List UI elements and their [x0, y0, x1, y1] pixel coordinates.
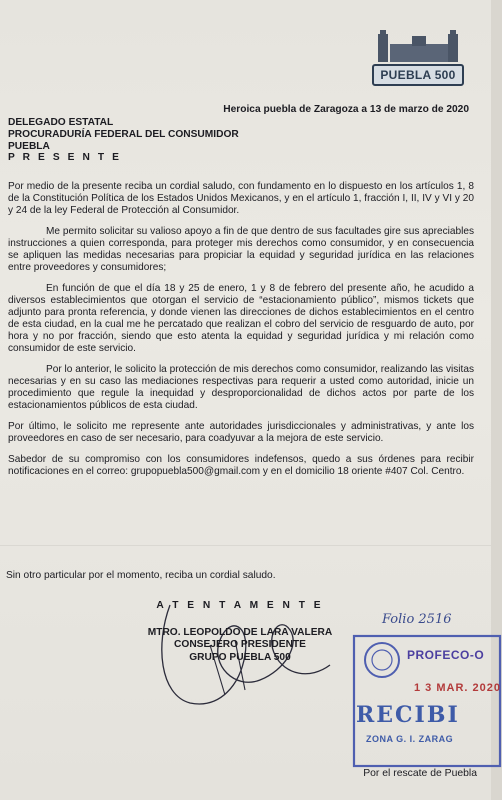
addressee-line-3: PUEBLA [8, 140, 50, 152]
signer-name: MTRO. LEOPOLDO DE LARA VALERA [147, 626, 333, 638]
received-stamp [352, 612, 502, 772]
addressee-block [8, 117, 239, 164]
stamp-date: 1 3 MAR. 2020 [414, 682, 501, 694]
signature-block [100, 600, 380, 664]
stamp-received: RECIBI [356, 702, 460, 728]
paragraph: Sabedor de su compromiso con los consumidores indefensos, quedo a sus órdenes para recibir notificaciones en el correo: grupopuebla500@gmail.com y en el domicilio 18 oriente #407 Col. Centro. [8, 454, 474, 477]
paragraph: Por medio de la presente reciba un cordial saludo, con fundamento en lo dispuesto en los artículos 1, 8 de la Constitución Política de los Estados Unidos Mexicanos, y en el artículo 1, fracción I, II, IV y VI y 20 y 24 de la ley Federal de Protección al Consumidor. [8, 181, 474, 216]
paragraph: En función de que el día 18 y 25 de enero, 1 y 8 de febrero del presente año, he acudido a diversos establecimientos que otorgan el servicio de “estacionamiento público”, mismos tickets que adjunto para pronta referencia, y donde vienen las direcciones de dichos establecimientos en el centro de esta ciudad, en la cual me he percatado que realizan el cobro del servicio de resguardo de auto, por hora y no por fracción, siendo que esto atenta la equidad y seguridad jurídica y mi relación como consumidor de este servicio. [8, 283, 474, 354]
signer-group: GRUPO PUEBLA 500 [189, 651, 291, 663]
footer-slogan: Por el rescate de Puebla [363, 768, 477, 779]
paragraph: Por último, le solicito me represente ante autoridades jurisdiccionales y administrativas, y ante los proveedores en caso de ser necesario, para coadyuvar a la mejora de este servicio. [8, 421, 474, 444]
letter-body [8, 181, 474, 487]
logo-text: PUEBLA 500 [372, 64, 464, 86]
addressee-line-4: P R E S E N T E [8, 152, 122, 164]
stamp-zone: ZONA G. I. ZARAG [366, 734, 454, 744]
atentamente: A T E N T A M E N T E [156, 600, 324, 611]
addressee-line-2: PROCURADURÍA FEDERAL DEL CONSUMIDOR [8, 128, 239, 140]
addressee-line-1: DELEGADO ESTATAL [8, 117, 114, 128]
signer-role: CONSEJERO PRESIDENTE [174, 639, 306, 650]
stamp-org: PROFECO-O [407, 648, 485, 662]
paragraph: Por lo anterior, le solicito la protección de mis derechos como consumidor, realizando las visitas necesarias y en su caso las mediaciones respectivas para requerir a usted como autoridad, inicie un procedimiento que regule la inequidad y desproporcionalidad de dichos actos por parte de los estacionamientos públicos de esta ciudad. [8, 364, 474, 411]
paper-fold [0, 545, 491, 546]
closing-line: Sin otro particular por el momento, reciba un cordial saludo. [6, 570, 276, 581]
paragraph: Me permito solicitar su valioso apoyo a fin de que dentro de sus facultades gire sus apreciables instrucciones a quien corresponda, para proteger mis derechos como consumidor, y en consecuencia se apliquen las medidas necesarias para propiciar la equidad y seguridad jurídica en las relaciones entre proveedores y consumidores; [8, 226, 474, 273]
letter-date: Heroica puebla de Zaragoza a 13 de marzo de 2020 [223, 104, 469, 115]
folio-handwriting: Folio 2516 [382, 612, 452, 627]
